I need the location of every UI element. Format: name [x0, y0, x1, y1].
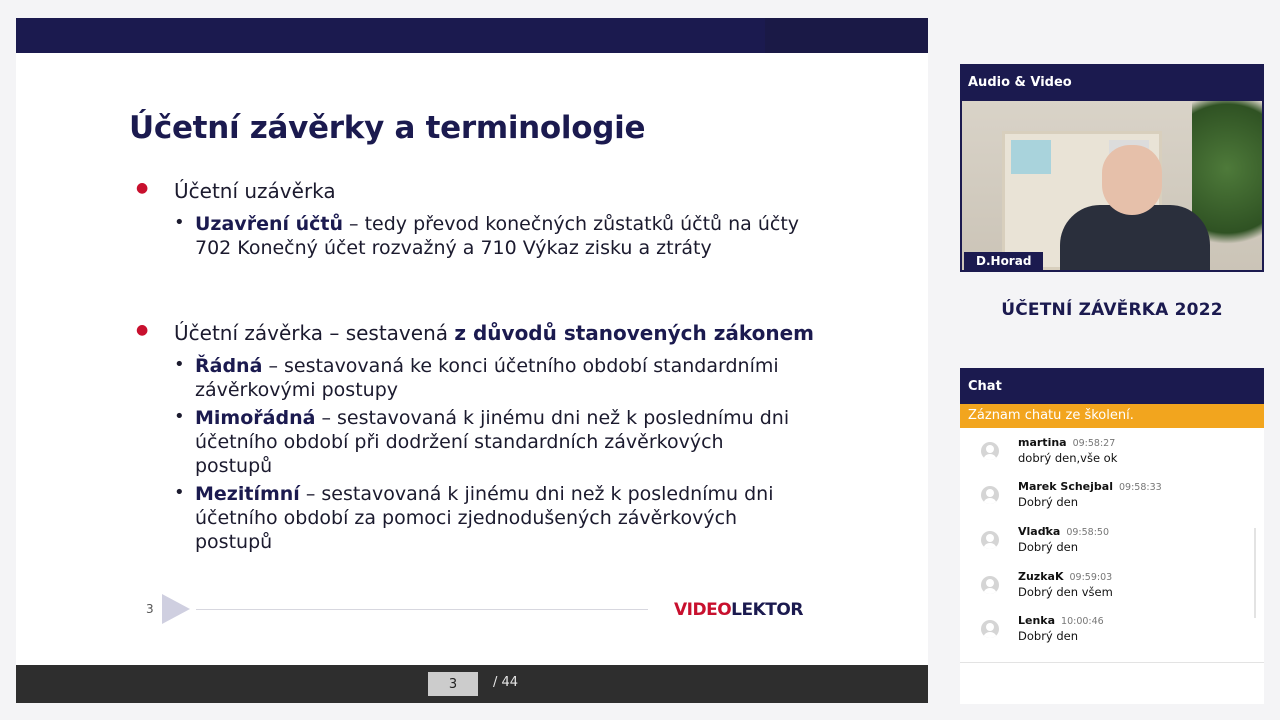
sub-bullet-line: – sestavovaná ke konci účetního období standardními — [262, 355, 779, 377]
sub-bullet-line: účetního období za pomoci zjednodušených závěrkových — [195, 507, 738, 529]
chat-panel — [960, 368, 1264, 704]
audio-video-panel — [960, 64, 1264, 272]
avatar — [981, 620, 999, 638]
page-number-input[interactable] — [428, 672, 478, 696]
chat-scrollbar[interactable] — [1254, 528, 1256, 618]
audio-video-header: Audio & Video — [968, 75, 1072, 90]
course-title: ÚČETNÍ ZÁVĚRKA 2022 — [1001, 300, 1223, 320]
avatar — [981, 442, 999, 460]
videolektor-logo — [674, 600, 803, 620]
footer-divider — [196, 609, 648, 610]
presentation-slide — [16, 18, 928, 703]
sub-bullet-text — [195, 406, 815, 478]
chat-author: Vlaďka 09:58:50 — [1018, 525, 1109, 538]
play-icon — [162, 594, 190, 624]
avatar — [981, 531, 999, 549]
slide-number: 3 — [146, 602, 154, 616]
sub-bullet-line: 702 Konečný účet rozvažný a 710 Výkaz zisku a ztráty — [195, 237, 712, 259]
sub-bullet-bold: Mezitímní — [195, 483, 300, 505]
chat-author: Marek Schejbal 09:58:33 — [1018, 480, 1162, 493]
page-total: / 44 — [493, 675, 519, 690]
chat-author: martina 09:58:27 — [1018, 436, 1116, 449]
chat-text: Dobrý den — [1018, 540, 1079, 554]
chat-text: dobrý den,vše ok — [1018, 451, 1118, 465]
sub-bullet-text — [195, 482, 815, 554]
chat-text: Dobrý den — [1018, 495, 1079, 509]
sub-bullet-text — [195, 354, 815, 402]
slide-header-bar — [16, 18, 928, 53]
sub-bullet-bold: Uzavření účtů — [195, 213, 344, 235]
speaker-video[interactable] — [962, 101, 1262, 270]
slide-pager-bar — [16, 665, 928, 703]
sub-bullet-marker: • — [174, 482, 185, 503]
logo-part-red: VIDEO — [674, 600, 732, 620]
chat-header-label: Chat — [968, 379, 1002, 394]
chat-timestamp: 10:00:46 — [1061, 616, 1104, 627]
sub-bullet-line: postupů — [195, 531, 273, 553]
sub-bullet-marker: • — [174, 354, 185, 375]
avatar — [981, 486, 999, 504]
bullet-text-part: Účetní závěrka – sestavená — [174, 321, 455, 345]
sub-bullet-line: účetního období při dodržení standardních závěrkových — [195, 431, 724, 453]
sub-bullet-line: závěrkovými postupy — [195, 379, 399, 401]
avatar — [981, 576, 999, 594]
sub-bullet-bold: Řádná — [195, 355, 263, 377]
sub-bullet-line: postupů — [195, 455, 273, 477]
chat-message — [960, 570, 1264, 610]
chat-timestamp: 09:59:03 — [1069, 572, 1113, 583]
chat-text: Dobrý den všem — [1018, 585, 1113, 599]
chat-timestamp: 09:58:33 — [1118, 482, 1162, 493]
slide-title: Účetní závěrky a terminologie — [129, 110, 646, 146]
chat-author: Lenka 10:00:46 — [1018, 614, 1104, 627]
sub-bullet-bold: Mimořádná — [195, 407, 316, 429]
speaker-name: D.Horad — [964, 252, 1043, 270]
bullet-marker: ● — [136, 322, 149, 338]
chat-text: Dobrý den — [1018, 629, 1079, 643]
chat-message — [960, 614, 1264, 654]
bullet-text: Účetní uzávěrka — [174, 179, 336, 203]
chat-notice: Záznam chatu ze školení. — [960, 404, 1264, 428]
sub-bullet-line: – sestavovaná k jinému dni než k poslednímu dni — [315, 407, 790, 429]
chat-message — [960, 480, 1264, 520]
sub-bullet-marker: • — [174, 212, 185, 233]
sub-bullet-line: – sestavovaná k jinému dni než k poslednímu dni — [299, 483, 774, 505]
chat-message — [960, 436, 1264, 476]
chat-input[interactable] — [960, 662, 1264, 704]
chat-author: ZuzkaK 09:59:03 — [1018, 570, 1113, 583]
chat-timestamp: 09:58:27 — [1072, 438, 1116, 449]
sub-bullet-text — [195, 212, 815, 260]
bullet-text-bold: z důvodů stanovených zákonem — [454, 321, 814, 345]
chat-message — [960, 525, 1264, 565]
bullet-marker: ● — [136, 180, 149, 196]
chat-timestamp: 09:58:50 — [1066, 527, 1109, 538]
sub-bullet-marker: • — [174, 406, 185, 427]
logo-part-navy: LEKTOR — [731, 600, 803, 620]
sub-bullet-line: – tedy převod konečných zůstatků účtů na účty — [343, 213, 800, 235]
bullet-text — [174, 321, 814, 345]
chat-header — [960, 368, 1264, 404]
